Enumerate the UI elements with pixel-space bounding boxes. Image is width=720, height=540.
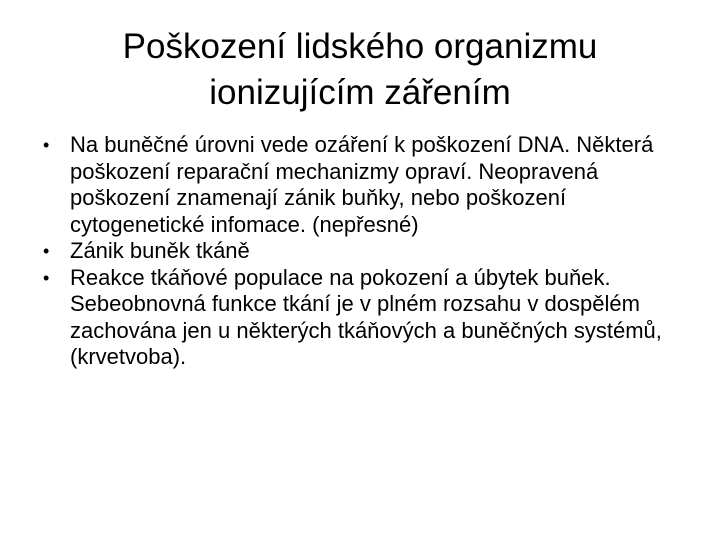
bullet-marker: • [43,267,50,288]
bullet-text: Zánik buněk tkáně [70,238,250,263]
bullet-text: Na buněčné úrovni vede ozáření k poškození DNA. Některá poškození reparační mechanizmy opraví. Neopravená poškození znamenají zánik buňky, nebo poškození cytogenetické infomace. (nepřesné) [70,132,654,237]
bullet-item [40,132,700,238]
bullet-item [40,265,700,371]
bullet-marker: • [43,241,50,261]
bullet-item [40,238,700,265]
slide-title [40,24,680,116]
bullet-list [40,132,700,371]
slide-title-line-2: ionizujícím zářením [209,73,511,112]
bullet-text: Reakce tkáňové populace na pokození a úbytek buňek. Sebeobnovná funkce tkání je v plném rozsahu v dospělém zachována jen u některých tkáňových a buněčných systémů, (krvetvoba). [70,264,662,369]
bullet-marker: • [43,135,50,155]
slide-title-line-1: Poškození lidského organizmu [122,27,598,66]
